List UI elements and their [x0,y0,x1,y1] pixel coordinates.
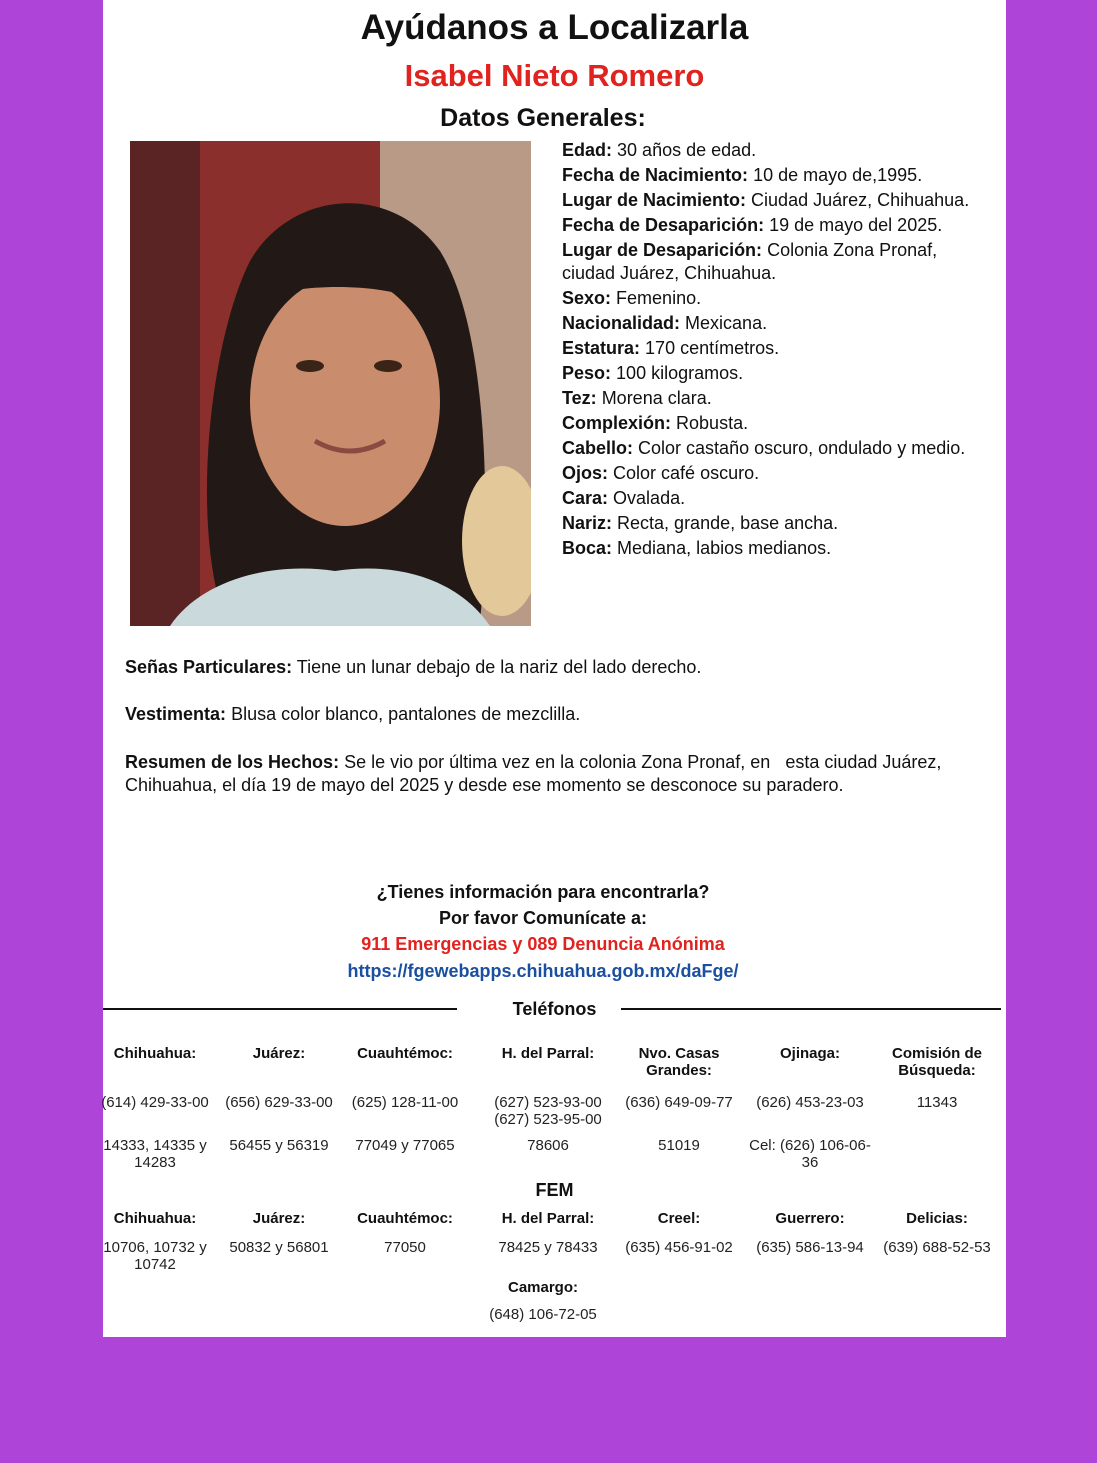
detail-label: Nacionalidad: [562,313,681,333]
phones-cell: (656) 629-33-00 [225,1094,333,1111]
detail-label: Cabello: [562,438,634,458]
phones-cell: (625) 128-11-00 [351,1094,459,1111]
fem-cell: 50832 y 56801 [229,1239,329,1256]
detail-row [562,437,982,460]
fem-camargo-phone: (648) 106-72-05 [489,1306,597,1323]
phones-cell: 51019 [658,1137,700,1154]
phones-header: H. del Parral: [501,1045,595,1062]
detail-value: Ovalada. [613,488,686,508]
detail-value: 19 de mayo del 2025. [769,215,943,235]
resumen-label: Resumen de los Hechos: [125,752,340,772]
detail-label: Sexo: [562,288,612,308]
call-to-action: Por favor Comunícate a: [438,908,648,928]
vestimenta-label: Vestimenta: [125,704,227,724]
detail-value: 170 centímetros. [645,338,780,358]
fem-header: H. del Parral: [501,1210,595,1227]
phones-header: Ojinaga: [779,1045,840,1062]
detail-row [562,512,982,535]
phones-cell: (636) 649-09-77 [625,1094,733,1111]
person-name: Isabel Nieto Romero [404,58,705,93]
detail-label: Cara: [562,488,609,508]
section-heading: Datos Generales: [440,104,646,132]
detail-value: Color castaño oscuro, ondulado y medio. [638,438,966,458]
phones-heading: Teléfonos [512,999,597,1019]
phones-cell: 11343 [916,1094,958,1111]
detail-label: Tez: [562,388,597,408]
detail-row [562,462,982,485]
detail-label: Lugar de Desaparición: [562,240,763,260]
detail-label: Fecha de Nacimiento: [562,165,749,185]
fem-header: Cuauhtémoc: [357,1210,453,1227]
distinguishing-marks [125,656,985,679]
detail-row [562,387,982,410]
phones-cell: 56455 y 56319 [229,1137,329,1154]
phones-cell: 77049 y 77065 [355,1137,455,1154]
detail-row [562,312,982,335]
report-link[interactable]: https://fgewebapps.chihuahua.gob.mx/daFge/ [347,961,739,981]
detail-row [562,287,982,310]
person-photo [130,141,531,626]
detail-row [562,239,982,285]
detail-value: Colonia Zona Pronaf, ciudad Juárez, Chihuahua. [562,240,938,283]
detail-row [562,412,982,435]
phones-cell: Cel: (626) 106-06-36 [749,1137,871,1171]
vestimenta-value: Blusa color blanco, pantalones de mezclilla. [231,704,581,724]
detail-row [562,214,982,237]
fem-cell: 78425 y 78433 [498,1239,598,1256]
detail-label: Nariz: [562,513,613,533]
detail-row [562,139,982,162]
detail-label: Lugar de Nacimiento: [562,190,747,210]
clothing [125,703,985,726]
detail-value: Mexicana. [685,313,768,333]
general-data-list [562,139,982,562]
phones-cell: (627) 523-93-00 (627) 523-95-00 [494,1094,602,1128]
detail-label: Boca: [562,538,613,558]
detail-value: Robusta. [676,413,749,433]
fem-cell: (635) 586-13-94 [756,1239,864,1256]
detail-row [562,487,982,510]
missing-person-poster [103,0,1006,1337]
detail-row [562,362,982,385]
phones-cell: 78606 [527,1137,569,1154]
phones-header: Nvo. Casas Grandes: [638,1045,720,1079]
detail-value: Color café oscuro. [613,463,760,483]
detail-row [562,189,982,212]
detail-row [562,337,982,360]
detail-row [562,537,982,560]
fem-header: Juárez: [252,1210,306,1227]
phones-cell: (614) 429-33-00 [101,1094,209,1111]
phones-header: Juárez: [252,1045,306,1062]
detail-value: Recta, grande, base ancha. [617,513,839,533]
senas-label: Señas Particulares: [125,657,293,677]
phones-header: Chihuahua: [113,1045,197,1062]
fem-header: Guerrero: [775,1210,845,1227]
phones-cell: (626) 453-23-03 [756,1094,864,1111]
fem-header: Delicias: [906,1210,968,1227]
fem-cell: (639) 688-52-53 [883,1239,991,1256]
detail-value: 10 de mayo de,1995. [753,165,923,185]
senas-value: Tiene un lunar debajo de la nariz del lado derecho. [296,657,702,677]
info-question: ¿Tienes información para encontrarla? [376,882,710,902]
detail-label: Edad: [562,140,613,160]
detail-value: Mediana, labios medianos. [617,538,832,558]
detail-label: Estatura: [562,338,641,358]
phones-header: Comisión de Búsqueda: [891,1045,982,1079]
fem-camargo-label: Camargo: [507,1279,578,1296]
fem-cell: 10706, 10732 y 10742 [103,1239,207,1273]
detail-row [562,164,982,187]
fem-cell: (635) 456-91-02 [625,1239,733,1256]
detail-value: 100 kilogramos. [616,363,744,383]
fem-cell: 77050 [384,1239,426,1256]
emergency-numbers: 911 Emergencias y 089 Denuncia Anónima [361,934,725,954]
phones-header: Cuauhtémoc: [357,1045,453,1062]
phones-cell: 14333, 14335 y 14283 [103,1137,207,1171]
fem-header: Chihuahua: [113,1210,197,1227]
detail-value: Femenino. [616,288,702,308]
fem-header: Creel: [657,1210,701,1227]
detail-label: Complexión: [562,413,672,433]
detail-value: Morena clara. [601,388,712,408]
poster-title: Ayúdanos a Localizarla [360,8,749,47]
detail-label: Ojos: [562,463,609,483]
fem-heading: FEM [535,1180,574,1200]
detail-label: Peso: [562,363,612,383]
detail-label: Fecha de Desaparición: [562,215,765,235]
detail-value: Ciudad Juárez, Chihuahua. [751,190,970,210]
facts-summary [125,751,985,797]
resumen-value: Se le vio por última vez en la colonia Zona Pronaf, en esta ciudad Juárez, Chihuahua, el día 19 de mayo del 2025 y desde ese momento se desconoce su paradero. [125,752,947,795]
detail-value: 30 años de edad. [617,140,757,160]
